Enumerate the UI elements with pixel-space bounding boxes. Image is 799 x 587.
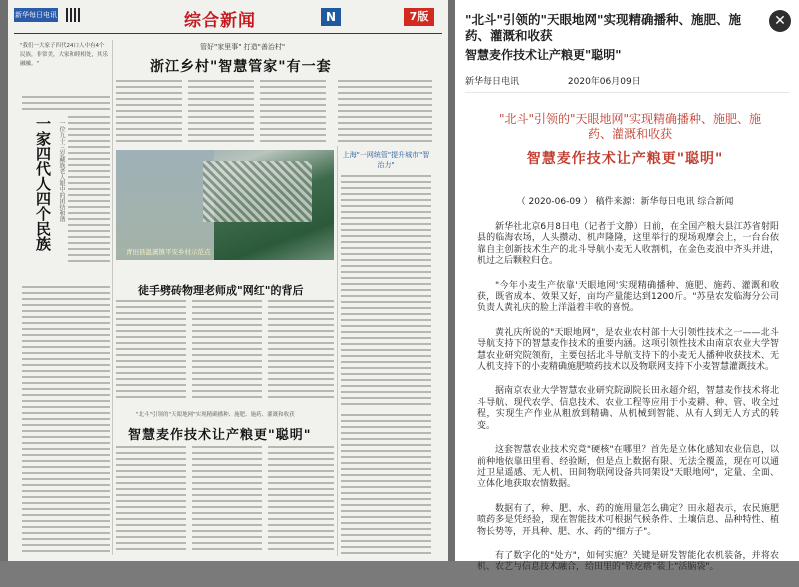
mid-headline[interactable]: 徒手劈砖物理老师成"网红"的背后 bbox=[138, 284, 304, 297]
article-title: "北斗"引领的"天眼地网"实现精确播种、施肥、施药、灌溉和收获 bbox=[465, 12, 742, 43]
text-column bbox=[338, 80, 432, 144]
masthead-note bbox=[84, 8, 114, 22]
section-badge: N bbox=[321, 8, 341, 26]
photo-water bbox=[116, 150, 214, 260]
text-column bbox=[268, 446, 334, 554]
paragraph: 有了数字化的"处方"，如何实施？关键是研发智能化农机装备，并将农机、农艺与信息技术融合，给田里的"铁疙瘩"装上"活脑袋"。 bbox=[477, 550, 779, 573]
article-date: 2020年06月09日 bbox=[567, 77, 641, 87]
paragraph: 数据有了，种、肥、水、药的施用量怎么确定？田永超表示，农民施肥喷药多是凭经验，现在智能技术可根据气候条件、土壤信息、品种特性、植物长势等，开具种、肥、水、药的"细方子"。 bbox=[477, 503, 779, 537]
vertical-headline[interactable]: 一家四代人四个民族 bbox=[34, 116, 52, 251]
intro-heading: "北斗"引领的"天眼地网"实现精确播种、施肥、施药、灌溉和收获 bbox=[498, 112, 762, 141]
lead-quote: "我们一大家子四代24口人中有4个民族，非常美，大家和睦相处，其乐融融。" bbox=[20, 43, 109, 67]
paragraph: 据南京农业大学智慧农业研究院副院长田永超介绍，智慧麦作技术将北斗导航、现代农学、信息技术、农业工程等应用于小麦耕、种、管、收全过程，实现生产作业从粗放到精确、从机械到智能、从有人到无人方式的转变。 bbox=[477, 386, 779, 431]
text-column bbox=[116, 80, 182, 144]
text-column bbox=[188, 80, 254, 144]
text-column bbox=[341, 175, 431, 405]
column-divider bbox=[337, 146, 338, 556]
photo-village bbox=[203, 161, 312, 222]
paragraph: "今年小麦生产依靠'天眼地网'实现精确播种、施肥、施药、灌溉和收获，既省成本、效果又好，亩均产量能达到1200斤。"苏垦农发临海分公司负责人黄礼庆的脸上洋溢着丰收的喜悦。 bbox=[477, 280, 779, 314]
edition-badge: 7版 bbox=[404, 8, 434, 26]
masthead-logo: 新华每日电讯 bbox=[14, 8, 58, 22]
lead-headline[interactable]: 浙江乡村"智慧管家"有一套 bbox=[150, 59, 332, 75]
paragraph: 这套智慧农业技术究竟"硬核"在哪里？首先是立体化感知农业信息，以前种地依靠田里看、经验断，但是点上数据有限、无法全覆盖，现在可以通过卫星遥感、无人机、田间物联网设备共同架设"天眼地网"，定量、全面、立体化地获取农情数据。 bbox=[477, 445, 779, 490]
text-column bbox=[260, 80, 326, 144]
article-publisher: 新华每日电讯 bbox=[465, 77, 520, 87]
photo-caption: 青田县温溪镇平安乡村示范点 bbox=[126, 248, 211, 256]
close-button[interactable] bbox=[769, 10, 791, 32]
text-column bbox=[68, 116, 110, 266]
text-column bbox=[22, 286, 110, 552]
text-column bbox=[22, 96, 110, 114]
text-column bbox=[116, 300, 186, 400]
lead-subhead[interactable]: 管好"家里事" 打造"善治村" bbox=[200, 43, 286, 51]
news-photo bbox=[116, 150, 334, 260]
paragraph: 新华社北京6月8日电（记者于文静）日前，在全国产粮大县江苏省射阳县的临海农场，人头攒动、机声隆隆，这里举行的现场观摩会上，一台台依靠自主创新技术生产的北斗导航小麦无人收割机，在金色麦浪中齐头并进，机过之后颗粒归仓。 bbox=[477, 222, 779, 267]
side-box-headline[interactable]: 上海"一网统管"提升城市"智治力" bbox=[342, 151, 430, 169]
section-title: 综合新闻 bbox=[184, 11, 256, 31]
article-subtitle: 智慧麦作技术让产粮更"聪明" bbox=[465, 48, 622, 62]
text-column bbox=[268, 300, 334, 400]
meta-divider bbox=[465, 92, 789, 93]
source-line: （ 2020-06-09 ） 稿件来源：新华每日电讯 综合新闻 bbox=[516, 197, 734, 207]
column-divider bbox=[112, 40, 113, 555]
newspaper-sheet bbox=[8, 0, 448, 561]
paragraph: 黄礼庆所说的"天眼地网"，是农业农村部十大引领性技术之一——北斗导航支持下的智慧麦作技术的重要内涵。这项引领性技术由南京农业大学智慧农业研究院领衔，主要包括北斗导航支持下的小麦无人播种收获技术、无人机支持下的小麦精确施肥喷药技术以及物联网支持下小麦智慧灌溉技术。 bbox=[477, 327, 779, 373]
text-column bbox=[192, 446, 262, 554]
masthead bbox=[14, 6, 442, 34]
lower-headline[interactable]: 智慧麦作技术让产粮更"聪明" bbox=[128, 428, 312, 443]
text-column bbox=[116, 446, 186, 554]
close-icon[interactable]: ✕ bbox=[774, 13, 786, 29]
text-column bbox=[192, 300, 262, 400]
lower-subhead[interactable]: "北斗"引领的"天眼地网"实现精确播种、施肥、施药、灌溉和收获 bbox=[136, 412, 295, 418]
text-column bbox=[341, 414, 431, 554]
qr-code-icon bbox=[66, 8, 80, 22]
article-viewer bbox=[455, 0, 799, 573]
article-body bbox=[477, 222, 779, 587]
main-heading: 智慧麦作技术让产粮更"聪明" bbox=[526, 151, 724, 167]
vertical-subhead: 一位九十三岁藏族老人眼中的团结和谐 bbox=[58, 120, 65, 222]
article-meta bbox=[465, 74, 687, 87]
